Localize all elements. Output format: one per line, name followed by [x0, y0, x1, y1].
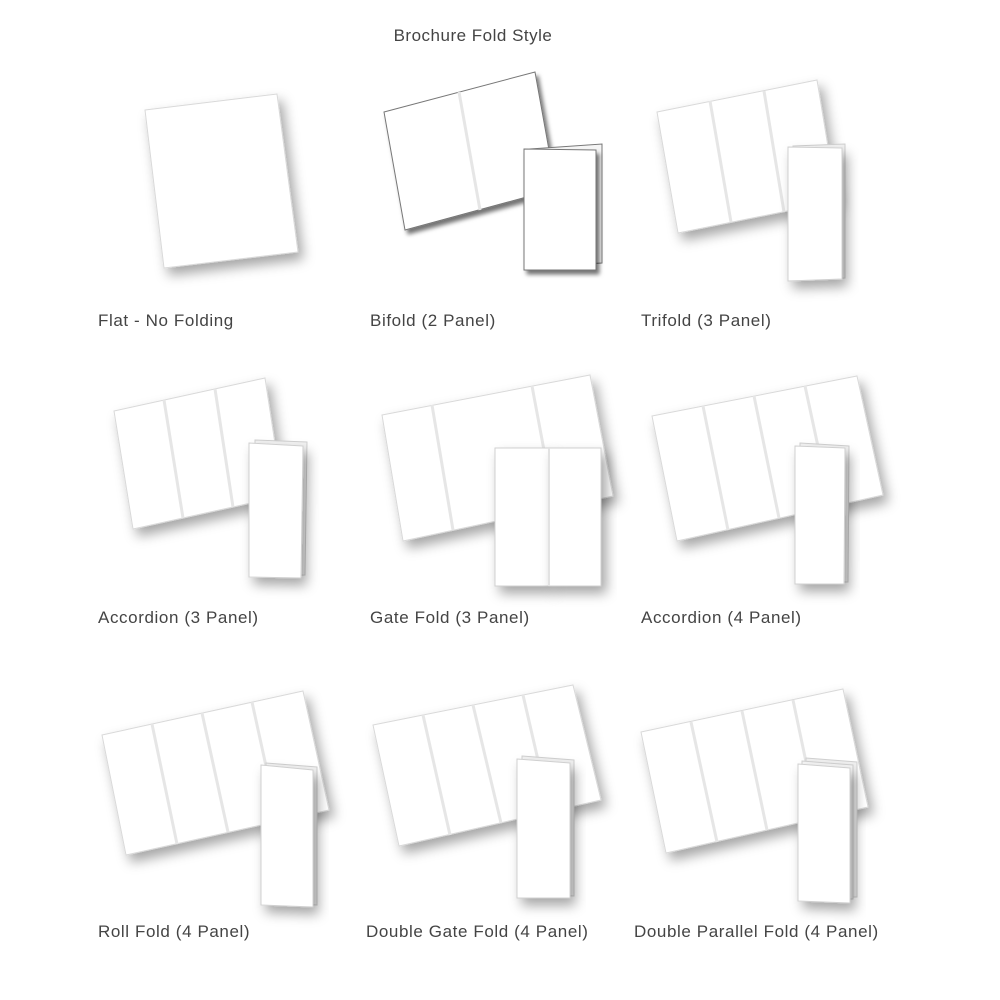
- style-label-roll-fold-4: Roll Fold (4 Panel): [98, 922, 251, 941]
- double-parallel-fold-4-brochure-illustration: [638, 685, 938, 925]
- style-label-trifold: Trifold (3 Panel): [641, 311, 772, 330]
- bifold-brochure-illustration: [370, 60, 670, 290]
- style-label-double-parallel-fold-4: Double Parallel Fold (4 Panel): [634, 922, 879, 941]
- style-label-double-gate-fold-4: Double Gate Fold (4 Panel): [366, 922, 589, 941]
- folded-sheet: [249, 443, 303, 578]
- style-label-accordion-3: Accordion (3 Panel): [98, 608, 259, 627]
- style-label-bifold: Bifold (2 Panel): [370, 311, 496, 330]
- roll-fold-4-brochure-illustration: [95, 685, 395, 925]
- folded-sheet: [524, 149, 596, 270]
- folded-sheet: [788, 147, 842, 281]
- page-title: Brochure Fold Style: [393, 26, 553, 45]
- style-label-gate-fold-3: Gate Fold (3 Panel): [370, 608, 530, 627]
- folded-sheet: [517, 759, 570, 898]
- style-label-accordion-4: Accordion (4 Panel): [641, 608, 802, 627]
- flat-brochure-illustration: [90, 80, 390, 300]
- flat-sheet: [145, 94, 298, 268]
- gate-fold-3-brochure-illustration: [375, 370, 675, 600]
- accordion-4-brochure-illustration: [645, 370, 945, 600]
- folded-sheet: [798, 764, 850, 903]
- double-gate-fold-4-brochure-illustration: [368, 680, 668, 920]
- left-gate-panel: [495, 448, 549, 586]
- right-gate-panel: [549, 448, 601, 586]
- style-label-flat: Flat - No Folding: [98, 311, 234, 330]
- folded-sheet: [261, 765, 313, 907]
- accordion-3-brochure-illustration: [105, 370, 405, 600]
- folded-sheet: [795, 446, 845, 584]
- style-card-flat: [90, 80, 390, 380]
- trifold-brochure-illustration: [645, 70, 945, 300]
